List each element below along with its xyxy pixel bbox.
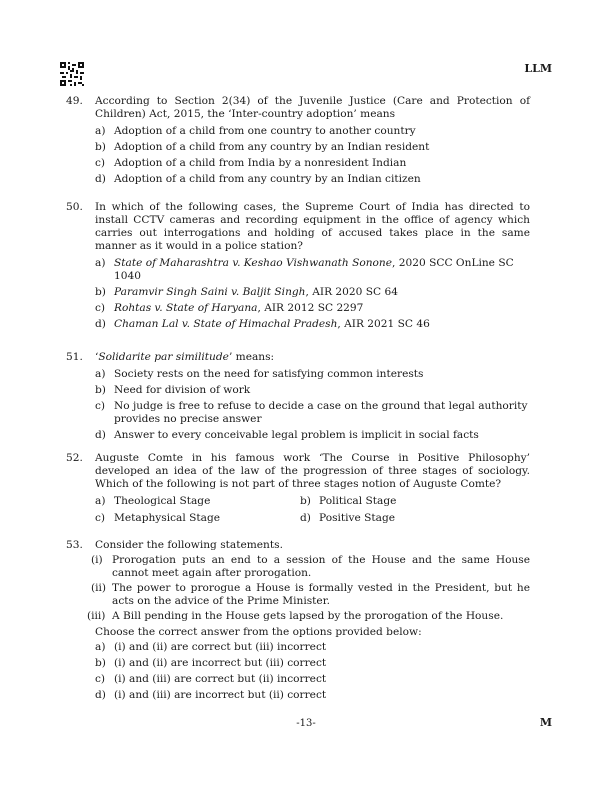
option-c[interactable] [95,400,530,426]
option-text [114,257,530,283]
case-name: State of Maharashtra v. Keshao Vishwanath Sonone [114,257,393,269]
option-text: Political Stage [319,495,397,507]
case-name: Rohtas v. State of Haryana [114,302,258,314]
option-b[interactable] [95,141,530,154]
option-label: c) [95,302,106,314]
series-code: M [539,716,552,729]
option-c[interactable] [95,157,530,170]
option-label: d) [95,689,106,701]
statement-text: Prorogation puts an end to a session of the House and the same House cannot meet again after prorogation. [112,554,530,579]
option-text: Theological Stage [114,495,211,507]
paper-code: LLM [524,62,552,75]
option-a[interactable] [95,495,300,508]
question-stem: According to Section 2(34) of the Juvenile Justice (Care and Protection of Children) Act, 2015, the ‘Inter-country adoption’ means [95,95,530,120]
option-d[interactable] [95,318,530,331]
question-stem [95,351,530,364]
option-label: a) [95,641,106,653]
instruction: Choose the correct answer from the options provided below: [95,626,422,638]
option-a[interactable] [95,257,530,283]
option-d[interactable] [300,512,530,525]
option-c[interactable] [95,673,530,686]
option-label: a) [95,257,106,269]
option-text [114,302,530,315]
case-name: Chaman Lal v. State of Himachal Pradesh [114,318,338,330]
question-number: 52. [66,452,83,464]
option-label: d) [300,512,311,524]
option-text: (i) and (ii) are correct but (iii) incorrect [114,641,327,653]
question-number: 49. [66,95,83,107]
statement-label: (iii) [87,610,106,622]
question-stem: In which of the following cases, the Supreme Court of India has directed to install CCTV cameras and recording equipment in the office of agency which carries out interrogations and holding of accused takes place in the same manner as it would in a police station? [95,201,530,252]
option-c[interactable] [95,512,300,525]
question-52 [66,452,530,525]
question-stem: Consider the following statements. [95,539,283,551]
question-49 [66,95,530,189]
option-label: d) [95,173,106,185]
option-label: c) [95,400,106,412]
statement-i [91,554,530,580]
options [95,641,530,702]
option-b[interactable] [95,384,530,397]
statement-text: The power to prorogue a House is formally vested in the President, but he acts on the advice of the Prime Minister. [112,582,530,607]
option-text: Positive Stage [319,512,396,524]
option-c[interactable] [95,302,530,315]
option-b[interactable] [95,657,530,670]
option-text: Need for division of work [114,384,251,396]
option-text: Answer to every conceivable legal problem is implicit in social facts [114,429,479,441]
statement-iii [87,610,530,623]
option-label: b) [95,657,106,669]
question-51 [66,351,530,445]
option-a[interactable] [95,641,530,654]
option-label: c) [95,673,106,685]
option-a[interactable] [95,125,530,138]
statement-ii [91,582,530,608]
option-b[interactable] [300,495,530,508]
stem-rest: ’ means: [228,351,275,363]
option-label: b) [95,384,106,396]
question-stem: Auguste Comte in his famous work ‘The Course in Positive Philosophy’ developed an idea of the law of the progression of three stages of sociology. Which of the following is not part of three stages notion of Auguste Comte? [95,452,530,490]
option-b[interactable] [95,286,530,299]
option-text: Adoption of a child from India by a nonresident Indian [114,157,407,169]
case-citation: , AIR 2020 SC 64 [305,286,398,298]
option-text [114,318,530,331]
quote-open: ‘ [95,351,99,363]
term: Solidarite par similitude [98,351,229,363]
option-d[interactable] [95,429,530,442]
option-label: b) [95,286,106,298]
option-text: (i) and (iii) are correct but (ii) incorrect [114,673,327,685]
question-50 [66,201,530,334]
option-label: a) [95,368,106,380]
case-citation: , AIR 2012 SC 2297 [257,302,364,314]
case-citation: , 2020 SCC OnLine SC 1040 [114,257,514,282]
question-number: 51. [66,351,83,363]
statement-text: A Bill pending in the House gets lapsed by the prorogation of the House. [112,610,504,622]
option-label: a) [95,125,106,137]
option-text: (i) and (iii) are incorrect but (ii) correct [114,689,327,701]
question-53 [66,539,530,705]
option-text [114,286,530,299]
case-citation: , AIR 2021 SC 46 [337,318,430,330]
options [95,257,530,331]
options [95,495,530,525]
qr-code-icon [60,62,84,86]
option-label: d) [95,429,106,441]
option-label: b) [95,141,106,153]
option-label: c) [95,157,106,169]
option-text: Adoption of a child from any country by an Indian citizen [114,173,421,185]
options [95,368,530,442]
option-text: No judge is free to refuse to decide a case on the ground that legal authority provides no precise answer [114,400,528,425]
option-label: c) [95,512,106,524]
option-text: Society rests on the need for satisfying common interests [114,368,424,380]
case-name: Paramvir Singh Saini v. Baljit Singh [114,286,306,298]
statement-label: (i) [91,554,103,566]
option-text: Adoption of a child from one country to another country [114,125,416,137]
option-text: Adoption of a child from any country by an Indian resident [114,141,430,153]
option-d[interactable] [95,173,530,186]
option-text: Metaphysical Stage [114,512,220,524]
option-text: (i) and (ii) are incorrect but (iii) correct [114,657,327,669]
option-label: d) [95,318,106,330]
question-number: 50. [66,201,83,213]
option-d[interactable] [95,689,530,702]
option-label: b) [300,495,311,507]
statements [87,554,530,623]
option-label: a) [95,495,106,507]
page-number: -13- [296,718,316,729]
question-number: 53. [66,539,83,551]
options [95,125,530,186]
option-a[interactable] [95,368,530,381]
statement-label: (ii) [91,582,107,594]
